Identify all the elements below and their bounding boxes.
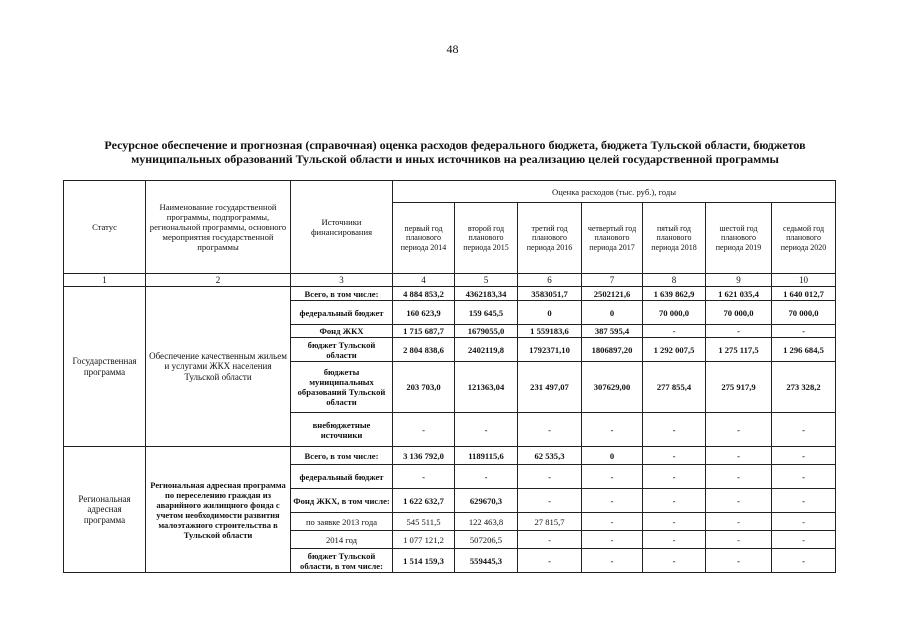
value-cell: - <box>643 465 706 489</box>
funding-source: бюджет Тульской области, в том числе: <box>291 549 393 573</box>
value-cell: - <box>582 549 643 573</box>
value-cell: 387 595,4 <box>582 325 643 338</box>
section-status: Региональная адресная программа <box>64 447 146 573</box>
header-year-2015: второй год планового периода 2015 <box>455 203 518 274</box>
value-cell: - <box>582 531 643 549</box>
value-cell: 273 328,2 <box>772 362 836 413</box>
value-cell: - <box>518 549 582 573</box>
funding-source: Всего, в том числе: <box>291 447 393 465</box>
title-line-2: муниципальных образований Тульской области и иных источников на реализацию целей государственной программы <box>131 152 779 166</box>
header-estimate: Оценка расходов (тыс. руб.), годы <box>393 181 836 203</box>
value-cell: 629670,3 <box>455 489 518 513</box>
funding-source: бюджеты муниципальных образований Тульской области <box>291 362 393 413</box>
column-number: 8 <box>643 274 706 287</box>
value-cell: - <box>582 413 643 447</box>
value-cell: 1 296 684,5 <box>772 338 836 362</box>
value-cell: - <box>772 325 836 338</box>
value-cell: 275 917,9 <box>706 362 772 413</box>
value-cell: - <box>455 413 518 447</box>
header-name: Наименование государственной программы, подпрограммы, региональной программы, основного мероприятия государственной программы <box>146 181 291 274</box>
value-cell: 1189115,6 <box>455 447 518 465</box>
value-cell: 0 <box>582 301 643 325</box>
table-row <box>64 447 836 465</box>
value-cell: 231 497,07 <box>518 362 582 413</box>
value-cell: 4362183,34 <box>455 287 518 301</box>
header-year-2019: шестой год планового периода 2019 <box>706 203 772 274</box>
value-cell: 2502121,6 <box>582 287 643 301</box>
column-number: 10 <box>772 274 836 287</box>
value-cell: - <box>643 489 706 513</box>
value-cell: 1806897,20 <box>582 338 643 362</box>
header-year-2014: первый год планового периода 2014 <box>393 203 455 274</box>
funding-source: Фонд ЖКХ, в том числе: <box>291 489 393 513</box>
value-cell: - <box>706 465 772 489</box>
value-cell: - <box>518 531 582 549</box>
value-cell: 122 463,8 <box>455 513 518 531</box>
section-status: Государственная программа <box>64 287 146 447</box>
value-cell: 4 884 853,2 <box>393 287 455 301</box>
header-sources: Источники финансирования <box>291 181 393 274</box>
funding-source: по заявке 2013 года <box>291 513 393 531</box>
column-number: 1 <box>64 274 146 287</box>
value-cell: 307629,00 <box>582 362 643 413</box>
value-cell: 0 <box>582 447 643 465</box>
value-cell: 159 645,5 <box>455 301 518 325</box>
value-cell: 70 000,0 <box>772 301 836 325</box>
funding-source: Фонд ЖКХ <box>291 325 393 338</box>
value-cell: - <box>643 447 706 465</box>
funding-source: внебюджетные источники <box>291 413 393 447</box>
value-cell: - <box>643 413 706 447</box>
header-year-2017: четвертый год планового периода 2017 <box>582 203 643 274</box>
value-cell: - <box>582 465 643 489</box>
funding-source: федеральный бюджет <box>291 301 393 325</box>
value-cell: - <box>393 465 455 489</box>
value-cell: - <box>772 447 836 465</box>
column-number: 7 <box>582 274 643 287</box>
value-cell: 70 000,0 <box>706 301 772 325</box>
header-status: Статус <box>64 181 146 274</box>
funding-source: бюджет Тульской области <box>291 338 393 362</box>
value-cell: - <box>643 513 706 531</box>
value-cell: - <box>518 465 582 489</box>
value-cell: - <box>518 489 582 513</box>
document-title <box>60 138 850 166</box>
table-row <box>64 287 836 301</box>
value-cell: 1792371,10 <box>518 338 582 362</box>
value-cell: 2 804 838,6 <box>393 338 455 362</box>
value-cell: - <box>772 489 836 513</box>
header-year-2018: пятый год планового периода 2018 <box>643 203 706 274</box>
value-cell: - <box>582 489 643 513</box>
value-cell: 1 622 632,7 <box>393 489 455 513</box>
value-cell: 559445,3 <box>455 549 518 573</box>
value-cell: - <box>772 531 836 549</box>
value-cell: - <box>706 531 772 549</box>
value-cell: 160 623,9 <box>393 301 455 325</box>
value-cell: 507206,5 <box>455 531 518 549</box>
budget-table <box>63 180 836 573</box>
value-cell: - <box>518 413 582 447</box>
value-cell: 1 077 121,2 <box>393 531 455 549</box>
program-name: Региональная адресная программа по переселению граждан из аварийного жилищного фонда с учетом необходимости развития малоэтажного строительства в Тульской области <box>146 447 291 573</box>
value-cell: - <box>706 413 772 447</box>
header-year-2016: третий год планового периода 2016 <box>518 203 582 274</box>
value-cell: 1 640 012,7 <box>772 287 836 301</box>
value-cell: 70 000,0 <box>643 301 706 325</box>
value-cell: 203 703,0 <box>393 362 455 413</box>
column-number: 5 <box>455 274 518 287</box>
column-number: 4 <box>393 274 455 287</box>
value-cell: - <box>643 549 706 573</box>
value-cell: 62 535,3 <box>518 447 582 465</box>
value-cell: 3 136 792,0 <box>393 447 455 465</box>
program-name: Обеспечение качественным жильем и услугами ЖКХ населения Тульской области <box>146 287 291 447</box>
value-cell: - <box>772 465 836 489</box>
header-year-2020: седьмой год планового периода 2020 <box>772 203 836 274</box>
value-cell: - <box>706 325 772 338</box>
column-number: 3 <box>291 274 393 287</box>
value-cell: 1 292 007,5 <box>643 338 706 362</box>
value-cell: 277 855,4 <box>643 362 706 413</box>
value-cell: 1 559183,6 <box>518 325 582 338</box>
value-cell: - <box>772 513 836 531</box>
value-cell: 1 514 159,3 <box>393 549 455 573</box>
value-cell: - <box>455 465 518 489</box>
column-number: 6 <box>518 274 582 287</box>
value-cell: 121363,04 <box>455 362 518 413</box>
value-cell: - <box>582 513 643 531</box>
column-number: 9 <box>706 274 772 287</box>
value-cell: 27 815,7 <box>518 513 582 531</box>
value-cell: 1 275 117,5 <box>706 338 772 362</box>
value-cell: 0 <box>518 301 582 325</box>
value-cell: - <box>706 447 772 465</box>
value-cell: 1 639 862,9 <box>643 287 706 301</box>
funding-source: 2014 год <box>291 531 393 549</box>
value-cell: - <box>393 413 455 447</box>
column-number: 2 <box>146 274 291 287</box>
value-cell: - <box>772 413 836 447</box>
value-cell: - <box>772 549 836 573</box>
value-cell: 3583051,7 <box>518 287 582 301</box>
value-cell: - <box>706 513 772 531</box>
value-cell: 1679055,0 <box>455 325 518 338</box>
value-cell: - <box>706 489 772 513</box>
value-cell: - <box>706 549 772 573</box>
value-cell: 1 621 035,4 <box>706 287 772 301</box>
value-cell: - <box>643 325 706 338</box>
page-number: 48 <box>446 42 459 56</box>
funding-source: федеральный бюджет <box>291 465 393 489</box>
value-cell: 2402119,8 <box>455 338 518 362</box>
title-line-1: Ресурсное обеспечение и прогнозная (справочная) оценка расходов федерального бюджета, бюджета Тульской области, бюджетов <box>104 138 806 152</box>
funding-source: Всего, в том числе: <box>291 287 393 301</box>
value-cell: - <box>643 531 706 549</box>
value-cell: 545 511,5 <box>393 513 455 531</box>
value-cell: 1 715 687,7 <box>393 325 455 338</box>
